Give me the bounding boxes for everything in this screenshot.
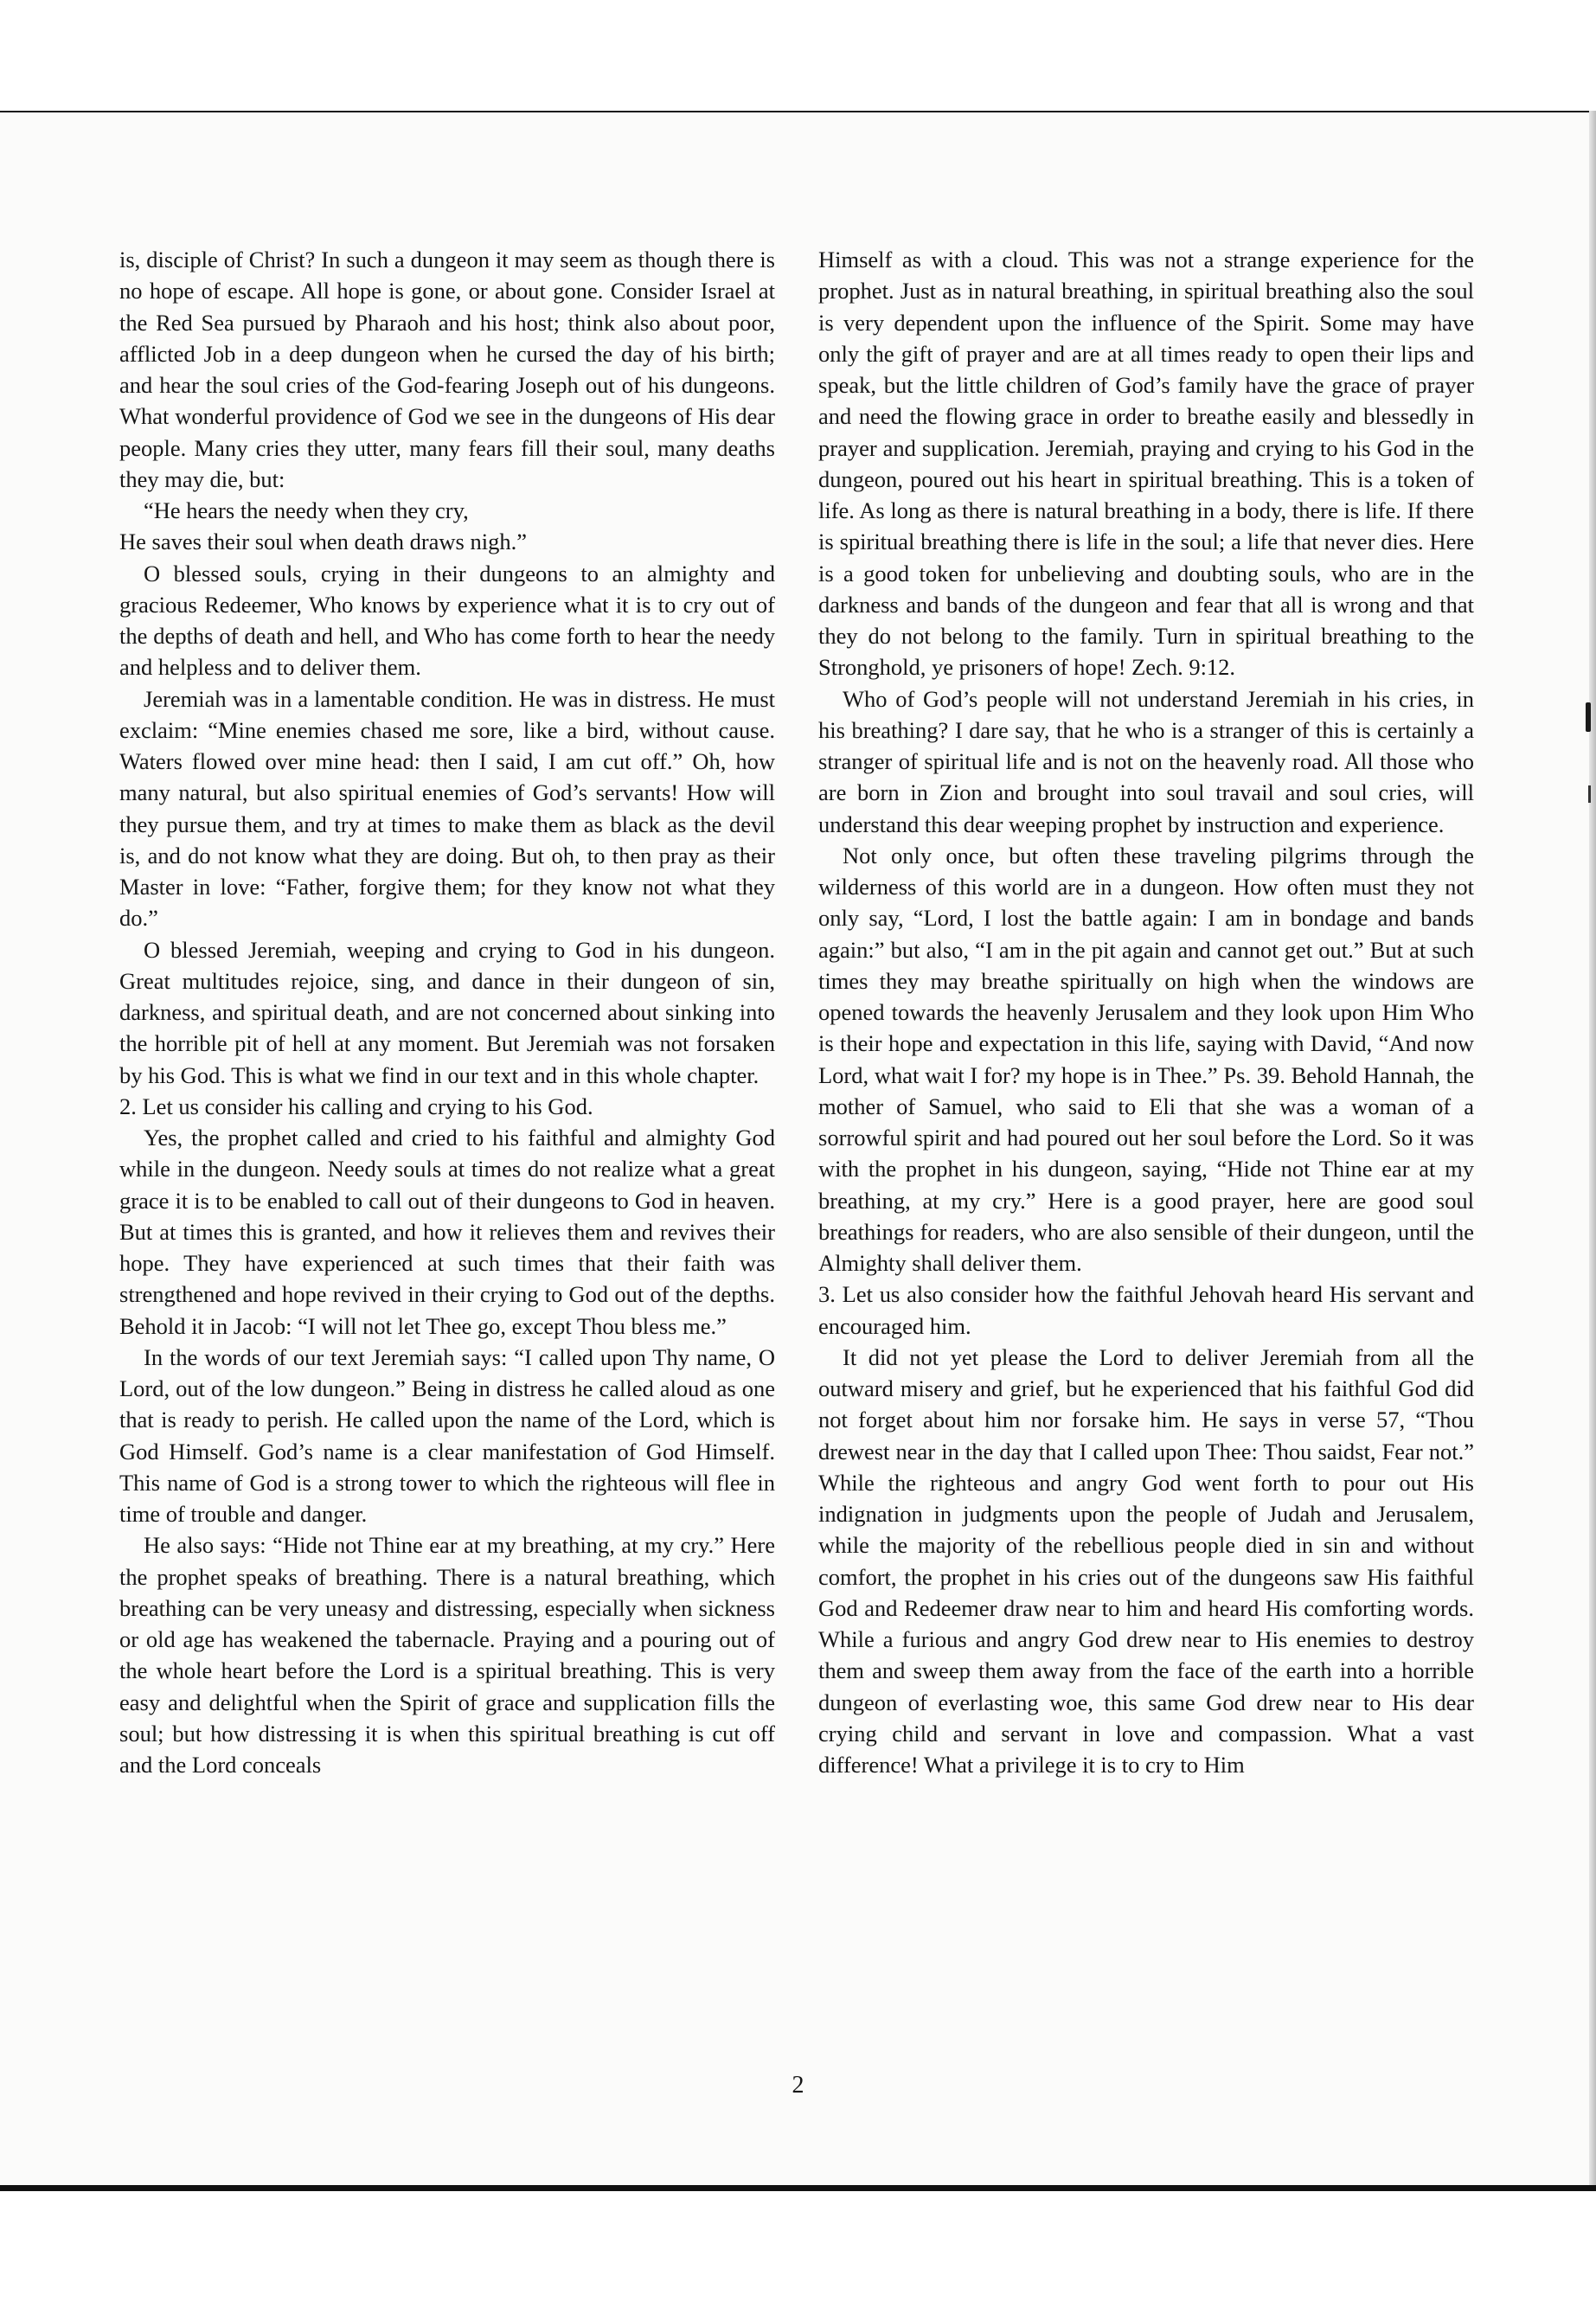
edge-mark bbox=[1588, 785, 1591, 803]
paragraph: O blessed souls, crying in their dungeons to an almighty and gracious Redeemer, Who knows by experience what it is to cry out of the depths of death and hell, and Who has come forth to hear the needy and helpless and to deliver them. bbox=[119, 560, 775, 681]
paragraph: Yes, the prophet called and cried to his faithful and almighty God while in the dungeon. Needy souls at times do not realize what a great grace it is to be enabled to call out of their dungeons to God in heaven. But at times this is granted, and how it relieves them and revives their hope. They have experienced at such times that their faith was strengthened and hope revived in their crying to God out of the depths. Behold it in Jacob: “I will not let Thee go, except Thou bless me.” bbox=[119, 1125, 775, 1339]
left-column bbox=[119, 244, 775, 1780]
paragraph: Not only once, but often these traveling pilgrims through the wilderness of this world are in a dungeon. How often must they not only say, “Lord, I lost the battle again: I am in bondage and bands again:” but also, “I am in the pit again and cannot get out.” But at such times they may breathe spiritually on high when the windows are opened towards the heavenly Jerusalem and they look upon Him Who is their hope and expectation in this life, saying with David, “And now Lord, what wait I for? my hope is in Thee.” Ps. 39. Behold Hannah, the mother of Samuel, who said to Eli that she was a woman of a sorrowful spirit and had poured out her soul before the Lord. So it was with the prophet in his dungeon, saying, “Hide not Thine ear at my breathing, at my cry.” Here is a good prayer, here are good soul breathings for readers, who are also sensible of their dungeon, until the Almighty shall deliver them. bbox=[818, 842, 1474, 1276]
paragraph: Jeremiah was in a lamentable condition. He was in distress. He must exclaim: “Mine enemies chased me sore, like a bird, without cause. Waters flowed over mine head: then I said, I am cut off.” Oh, how many natural, but also spiritual enemies of God’s servants! How will they pursue them, and try at times to make them as black as the devil is, and do not know what they are doing. But oh, to then pray as their Master in love: “Father, forgive them; for they know not what they do.” bbox=[119, 685, 775, 932]
poem-line: “He hears the needy when they cry, bbox=[144, 497, 469, 523]
paragraph: It did not yet please the Lord to deliver Jeremiah from all the outward misery and grief, but he experienced that his faithful God did not forget about him nor forsake him. He says in verse 57, “Thou drewest near in the day that I called upon Thee: Thou saidst, Fear not.” While the righteous and angry God went forth to pour out His indignation in judgments upon the people of Judah and Jerusalem, while the majority of the rebellious people died in sin and without comfort, the prophet in his cries out of the dungeons saw His faithful God and Redeemer draw near to him and heard His comforting words. While a furious and angry God drew near to His enemies to destroy them and sweep them away from the face of the earth into a horrible dungeon of everlasting woe, this same God drew near to His dear crying child and servant in love and compassion. What a vast difference! What a privilege it is to cry to Him bbox=[818, 1343, 1474, 1778]
paragraph: Who of God’s people will not understand Jeremiah in his cries, in his breathing? I dare say, that he who is a stranger of this is certainly a stranger of spiritual life and is not on the heavenly road. All those who are born in Zion and brought into soul travail and soul cries, will understand this dear weeping prophet by instruction and experience. bbox=[818, 685, 1474, 837]
page-edge-shadow bbox=[1589, 111, 1596, 2185]
section-heading: 3. Let us also consider how the faithful Jehovah heard His servant and encouraged him. bbox=[818, 1281, 1474, 1339]
edge-mark bbox=[1586, 702, 1591, 732]
poem-line: He saves their soul when death draws nigh.” bbox=[119, 529, 527, 555]
paragraph: In the words of our text Jeremiah says: “I called upon Thy name, O Lord, out of the low dungeon.” Being in distress he called aloud as one that is ready to perish. He called upon the name of the Lord, which is God Himself. God’s name is a clear manifestation of God Himself. This name of God is a strong tower to which the righteous will flee in time of trouble and danger. bbox=[119, 1343, 775, 1527]
page-number: 2 bbox=[792, 2072, 804, 2099]
scan-bottom-margin bbox=[0, 2185, 1596, 2301]
right-column bbox=[818, 244, 1474, 1780]
paragraph: O blessed Jeremiah, weeping and crying to God in his dungeon. Great multitudes rejoice, sing, and dance in their dungeon of sin, darkness, and spiritual death, and are not concerned about sinking into the horrible pit of hell at any moment. But Jeremiah was not forsaken by his God. This is what we find in our text and in this whole chapter. bbox=[119, 936, 775, 1088]
paragraph: is, disciple of Christ? In such a dungeon it may seem as though there is no hope of escape. All hope is gone, or about gone. Consider Israel at the Red Sea pursued by Pharaoh and his host; think also about poor, afflicted Job in a deep dungeon when he cursed the day of his birth; and hear the soul cries of the God-fearing Joseph out of his dungeons. What wonderful providence of God we see in the dungeons of His dear people. Many cries they utter, many fears fill their soul, many deaths they may die, but: bbox=[119, 247, 775, 492]
scan-top-margin bbox=[0, 0, 1596, 111]
paragraph: He also says: “Hide not Thine ear at my breathing, at my cry.” Here the prophet speaks of breathing. There is a natural breathing, which breathing can be very uneasy and distressing, especially when sickness or old age has weakened the tabernacle. Praying and a pouring out of the whole heart before the Lord is a spiritual breathing. This is very easy and delightful when the Spirit of grace and supplication fills the soul; but how distressing it is when this spiritual breathing is cut off and the Lord conceals bbox=[119, 1532, 775, 1778]
section-heading: 2. Let us consider his calling and crying to his God. bbox=[119, 1093, 593, 1119]
paragraph: Himself as with a cloud. This was not a strange experience for the prophet. Just as in natural breathing, in spiritual breathing also the soul is very dependent upon the influence of the Spirit. Some may have only the gift of prayer and are at all times ready to open their lips and speak, but the little children of God’s family have the grace of prayer and need the flowing grace in order to breathe easily and blessedly in prayer and supplication. Jeremiah, praying and crying to his God in the dungeon, poured out his heart in spiritual breathing. This is a token of life. As long as there is natural breathing in a body, there is life. If there is spiritual breathing there is life in the soul; a life that never dies. Here is a good token for unbelieving and doubting souls, who are in the darkness and bands of the dungeon and fear that all is wrong and that they do not belong to the family. Turn in spiritual breathing to the Stronghold, ye prisoners of hope! Zech. 9:12. bbox=[818, 247, 1474, 681]
